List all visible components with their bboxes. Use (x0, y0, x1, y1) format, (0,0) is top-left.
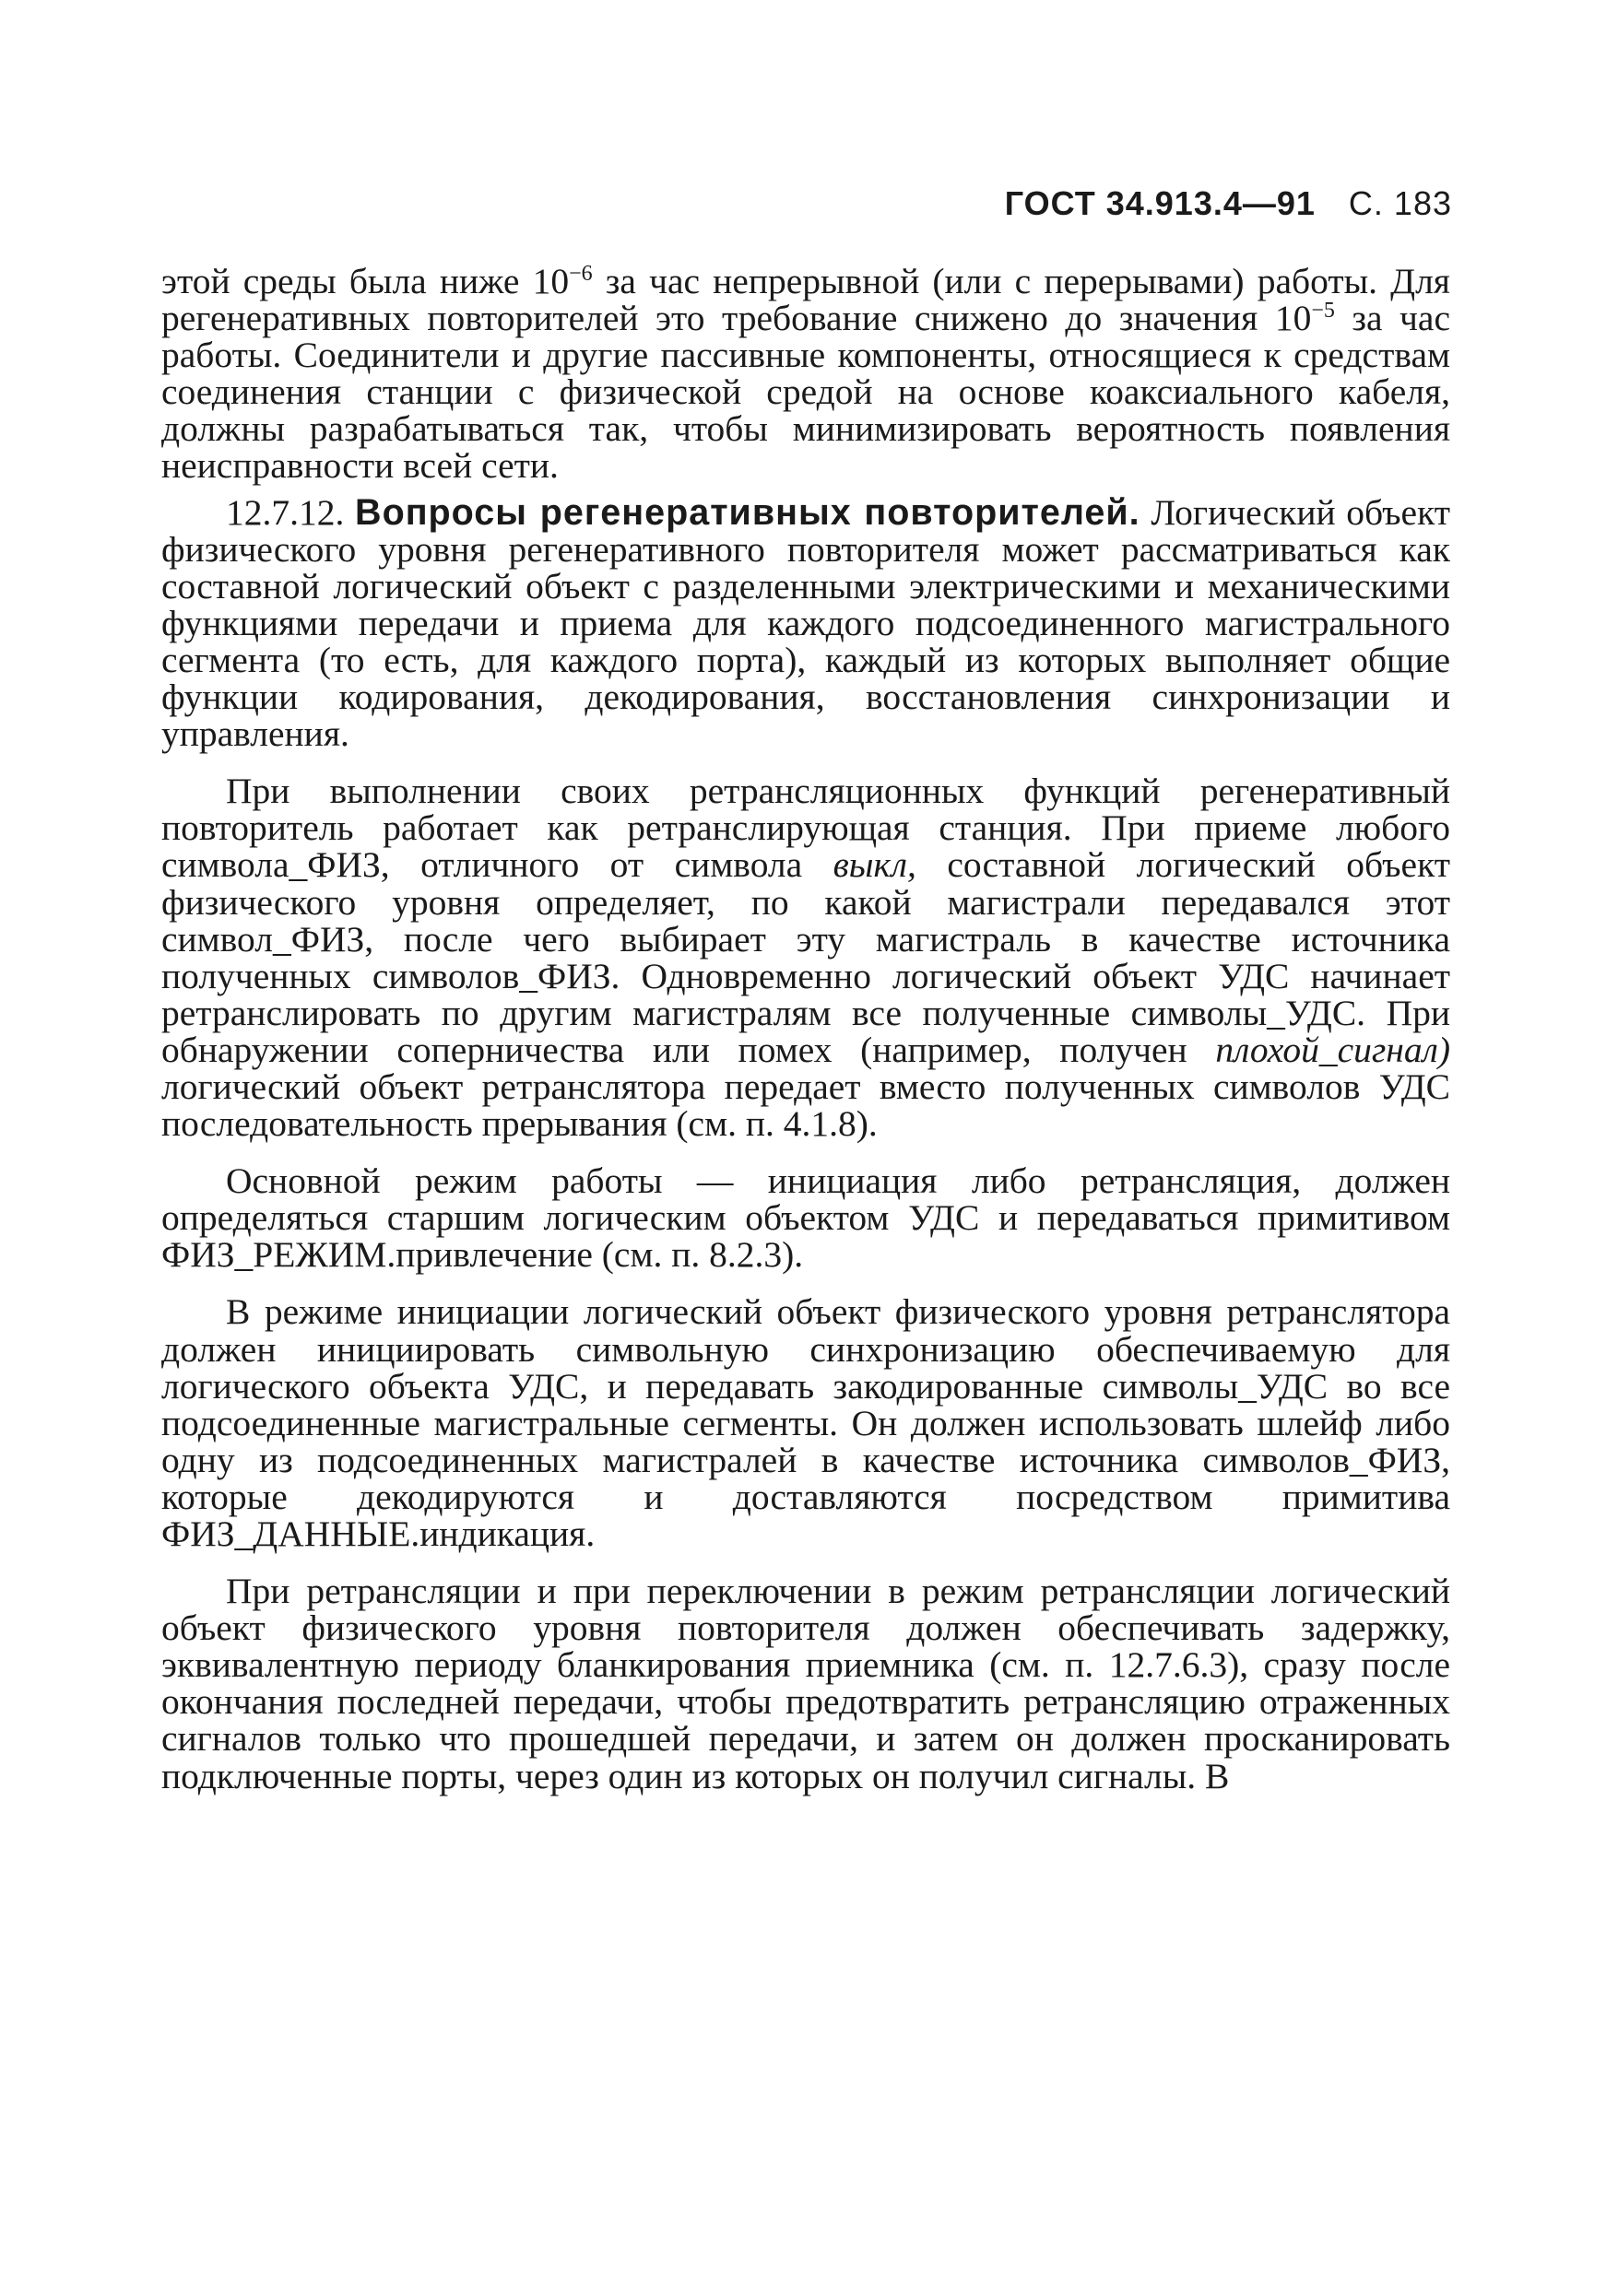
paragraph (161, 771, 1450, 1145)
text-run: этой среды была ниже 10 (161, 261, 570, 301)
paragraph-continuation (161, 263, 1450, 485)
paragraph (161, 1572, 1450, 1795)
text-run: В режиме инициации логический объект физического уровня ретранслятора должен инициировать символьную синхронизацию обеспечиваемую для логического объекта УДС, и передавать закодированные символы_УДС во все подсоединенные магистральные сегменты. Он должен использовать шлейф либо одну из подсоединенных магистралей в качестве источника символов_ФИЗ, которые декодируются и доставляются посредством примитива ФИЗ_ДАННЫЕ.индикация. (161, 1291, 1450, 1554)
text-run: за час непрерывной (или с перерывами) работы. Для регенеративных повторителей это требование снижено до значения 10 (161, 261, 1450, 339)
section-paragraph-12-7-12 (161, 491, 1451, 755)
paragraph (161, 1293, 1450, 1552)
italic-term: выкл, (833, 844, 916, 886)
text-run: При ретрансляции и при переключении в режим ретрансляции логический объект физического уровня повторителя должен обеспечивать задержку, эквивалентную периоду бланкирования приемника (см. п. 12.7.6.3), сразу после окончания последней передачи, чтобы предотвратить ретрансляцию отраженных сигналов только что прошедшей передачи, и затем он должен просканировать подключенные порты, через один из которых он получил сигналы. В (161, 1571, 1450, 1796)
text-run: При выполнении своих ретрансляционных функций регенеративный повторитель работает как ретранслирующая станция. При приеме любого символа_ФИЗ, отличного от символа (161, 771, 1450, 886)
text-run: Логический объект физического уровня регенеративного повторителя может рассматриваться как составной логический объект с разделенными электрическими и механическими функциями передачи и приема для каждого подсоединенного магистрального сегмента (то есть, для каждого порта), каждый из которых выполняет общие функции кодирования, декодирования, восстановления синхронизации и управления. (161, 491, 1451, 755)
exponent: −5 (1311, 299, 1335, 324)
section-heading: Вопросы регенеративных повторителей. (355, 491, 1140, 533)
text-run: составной логический объект физического уровня определяет, по какой магистрали передавался этот символ_ФИЗ, после чего выбирает эту магистраль в качестве источника полученных символов_ФИЗ. Одновременно логический объект УДС начинает ретранслировать по другим магистралям все полученные символы_УДС. При обнаружении соперничества или помех (например, получен (161, 844, 1450, 1070)
page-header (1005, 184, 1452, 223)
body-text (161, 263, 1450, 1795)
text-run: Основной режим работы — инициация либо ретрансляция, должен определяться старшим логическим объектом УДС и передаваться примитивом ФИЗ_РЕЖИМ.привлечение (см. п. 8.2.3). (161, 1160, 1450, 1276)
section-number: 12.7.12. (226, 491, 356, 533)
page-number: С. 183 (1348, 184, 1452, 222)
text-run: за час работы. Соединители и другие пассивные компоненты, относящиеся к средствам соединения станции с физической средой на основе коаксиального кабеля, должны разрабатываться так, чтобы минимизировать вероятность появления неисправности всей сети. (161, 298, 1450, 487)
paragraph (161, 1160, 1450, 1276)
text-run: логический объект ретранслятора передает вместо полученных символов УДС последовательность прерывания (см. п. 4.1.8). (161, 1066, 1450, 1145)
italic-term: плохой_сигнал) (1215, 1029, 1450, 1070)
exponent: −6 (569, 262, 593, 286)
standard-number: ГОСТ 34.913.4—91 (1004, 184, 1316, 222)
